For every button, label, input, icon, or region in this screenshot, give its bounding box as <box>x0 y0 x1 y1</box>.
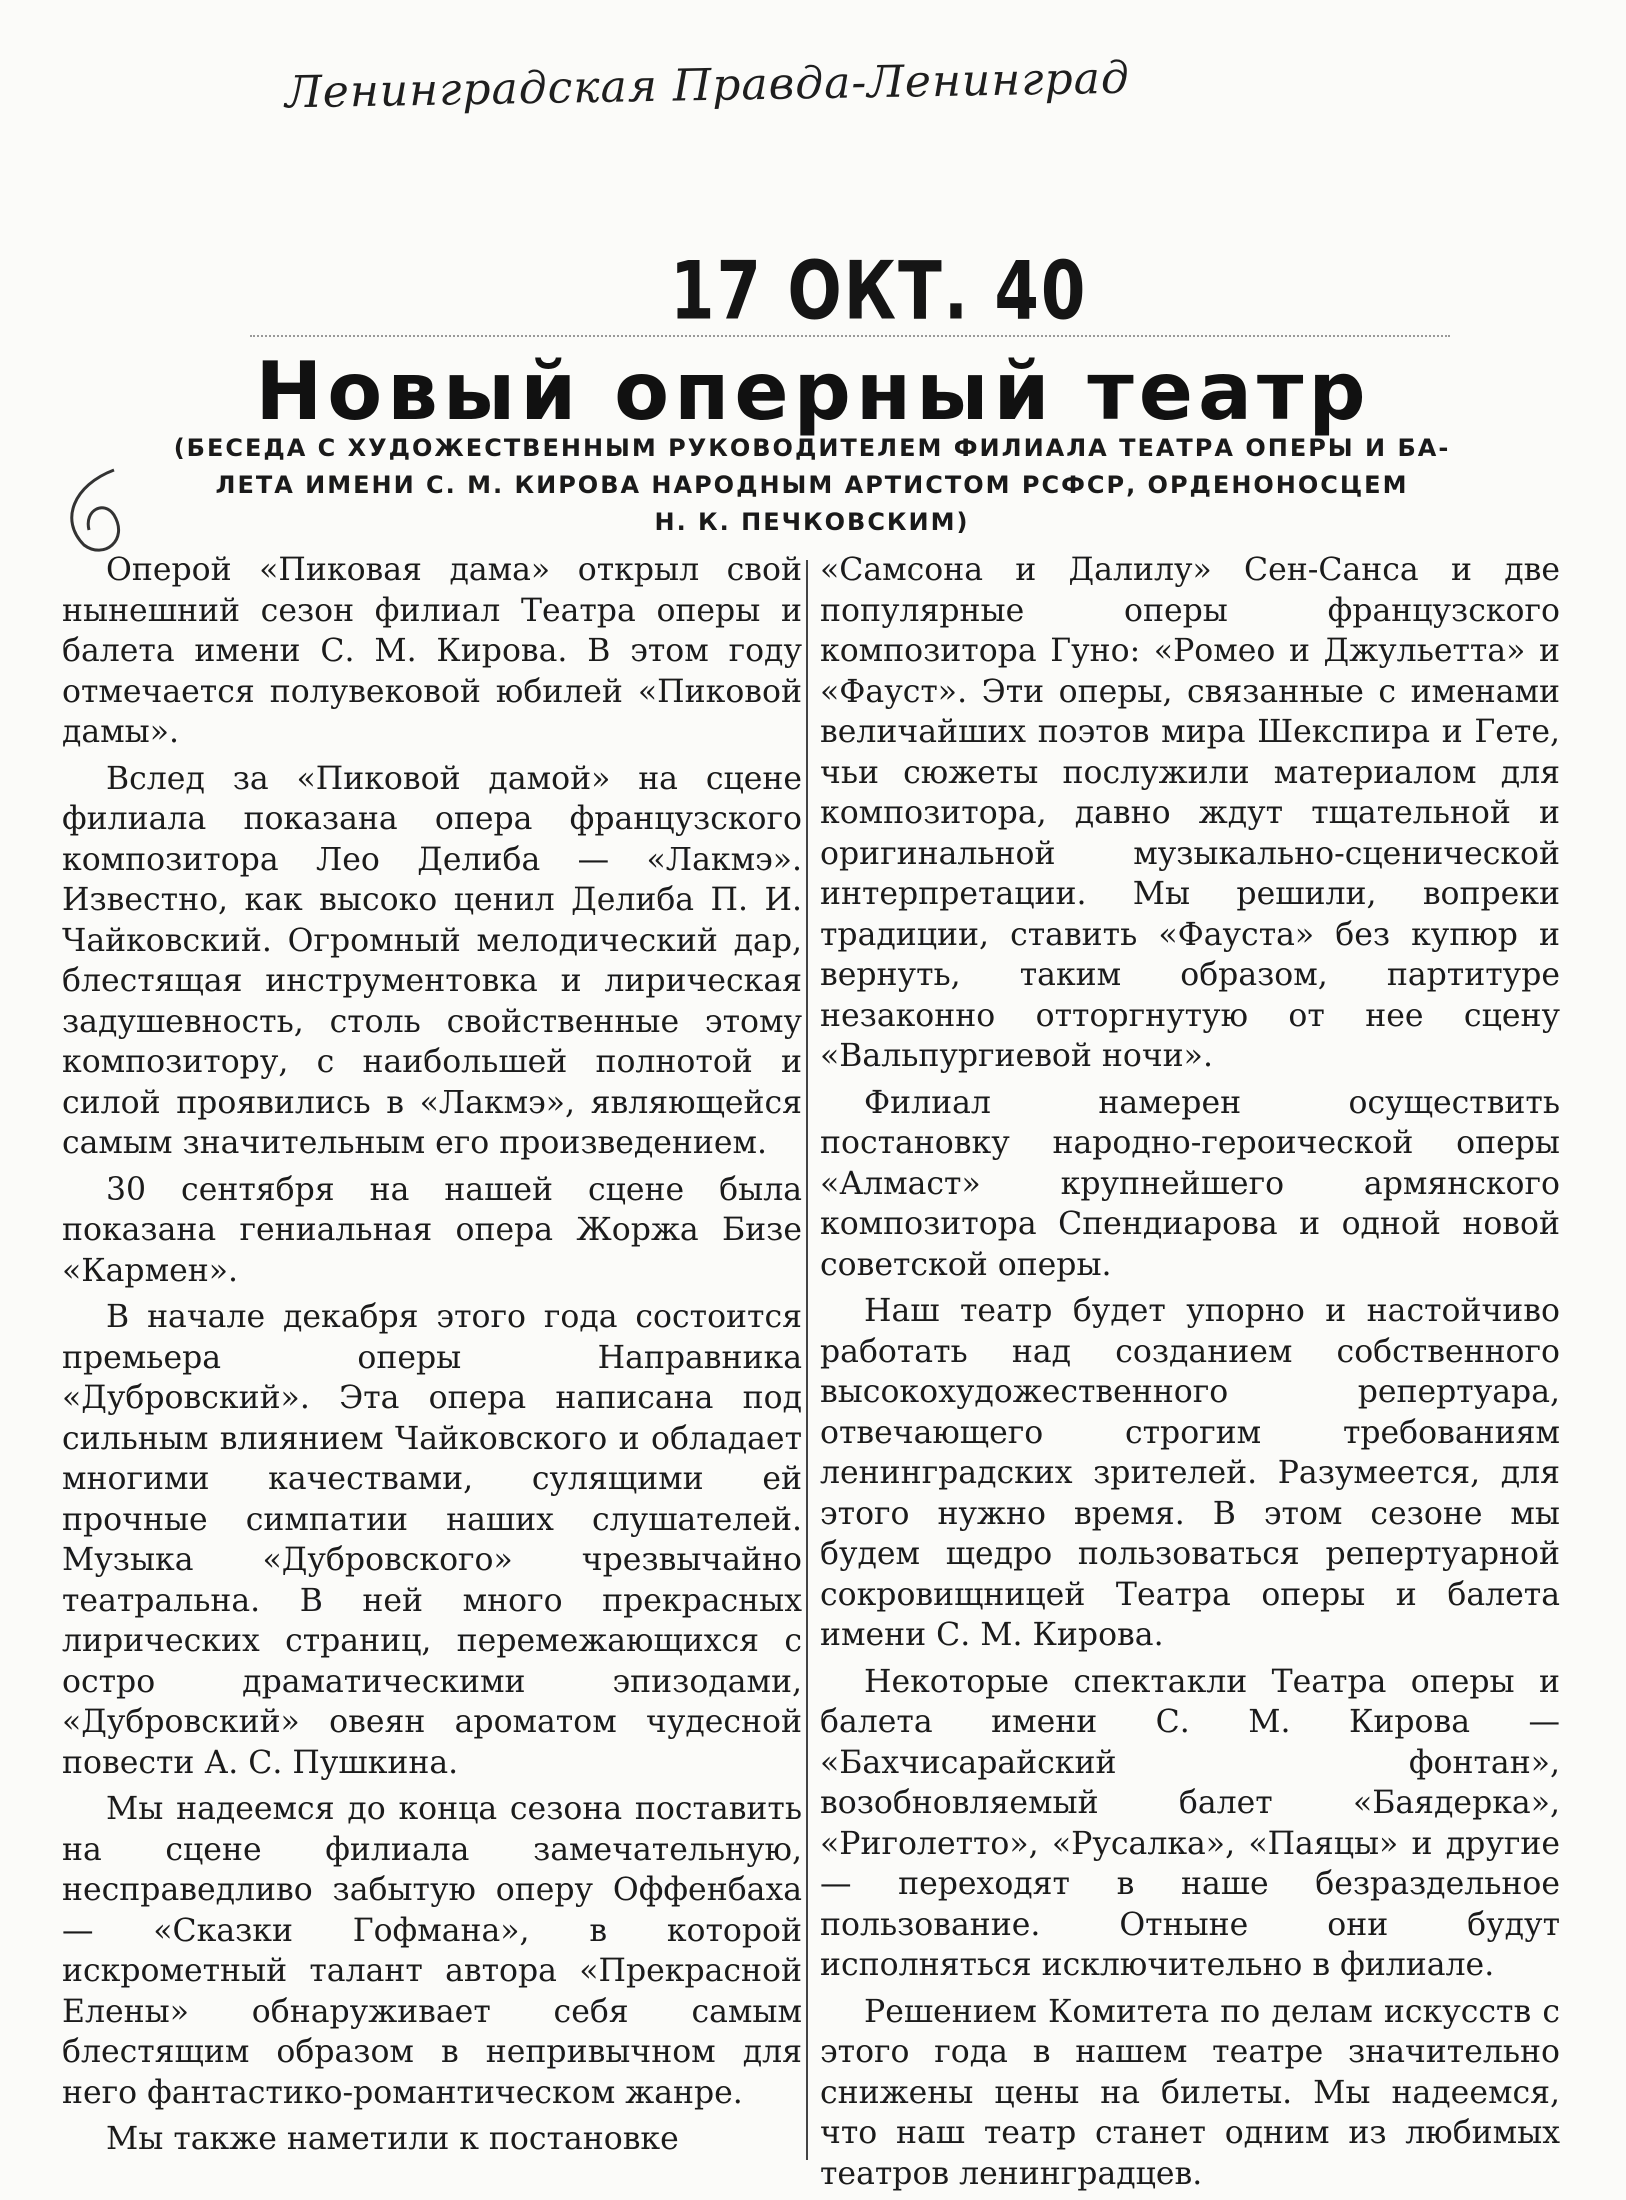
paragraph: Оперой «Пиковая дама» открыл свой нынешний сезон филиал Театра оперы и балета имени С. М. Кирова. В этом году отмечается полувековой юбилей «Пиковой дамы». <box>62 552 802 750</box>
paragraph: Мы надеемся до конца сезона поставить на сцене филиала замечательную, несправедливо забытую оперу Оффенбаха — «Сказки Гофмана», в которой искрометный талант автора «Прекрасной Елены» обнаруживает себя самым блестящим образом в непривычном для него фантастико-романтическом жанре. <box>62 1791 802 2111</box>
paragraph: Некоторые спектакли Театра оперы и балета имени С. М. Кирова — «Бахчисарайский фонтан», возобновляемый балет «Баядерка», «Риголетто», «Русалка», «Паяцы» и другие — переходят в наше безраздельное пользование. Отныне они будут исполняться исключительно в филиале. <box>820 1663 1560 1983</box>
paragraph: 30 сентября на нашей сцене была показана гениальная опера Жоржа Бизе «Кармен». <box>62 1171 802 1289</box>
right-column <box>820 550 1560 2200</box>
article-subtitle <box>62 430 1562 541</box>
left-column <box>62 550 802 2166</box>
header-rule <box>250 335 1450 337</box>
subtitle-line: (БЕСЕДА С ХУДОЖЕСТВЕННЫМ РУКОВОДИТЕЛЕМ ФИЛИАЛА ТЕАТРА ОПЕРЫ И БА- <box>173 434 1451 462</box>
paragraph: Мы также наметили к постановке <box>106 2121 679 2157</box>
paragraph: Вслед за «Пиковой дамой» на сцене филиала показана опера французского композитора Лео Делиба — «Лакмэ». Известно, как высоко ценил Делиба П. И. Чайковский. Огромный мелодический дар, блестящая инструментовка и лирическая задушевность, столь свойственные этому композитору, с наибольшей полнотой и силой проявились в «Лакмэ», являющейся самым значительным его произведением. <box>62 760 802 1161</box>
paragraph: В начале декабря этого года состоится премьера оперы Направника «Дубровский». Эта опера написана под сильным влиянием Чайковского и обладает многими качествами, сулящими ей прочные симпатии наших слушателей. Музыка «Дубровского» чрезвычайно театральна. В ней много прекрасных лирических страниц, перемежающихся с остро драматическими эпизодами, «Дубровский» овеян ароматом чудесной повести А. С. Пушкина. <box>62 1299 802 1781</box>
paragraph: Наш театр будет упорно и настойчиво работать над созданием собственного высокохудожественного репертуара, отвечающего строгим требованиям ленинградских зрителей. Разумеется, для этого нужно время. В этом сезоне мы будем щедро пользоваться репертуарной сокровищницей Театра оперы и балета имени С. М. Кирова. <box>820 1293 1560 1653</box>
date-stamp: 17 ОКТ. 40 <box>670 245 1088 339</box>
paragraph: Решением Комитета по делам искусств с этого года в нашем театре значительно снижены цены на билеты. Мы надеемся, что наш театр станет одним из любимых театров ленинградцев. <box>820 1993 1560 2192</box>
article-title: Новый оперный театр <box>255 345 1371 438</box>
column-divider <box>806 560 808 2160</box>
paragraph: Филиал намерен осуществить постановку народно-героической оперы «Алмаст» крупнейшего армянского композитора Спендиарова и одной новой советской оперы. <box>820 1084 1560 1283</box>
source-stamp: Ленинградская Правда-Ленинград <box>284 52 1131 119</box>
paragraph: «Самсона и Далилу» Сен-Санса и две популярные оперы французского композитора Гуно: «Ромео и Джульетта» и «Фауст». Эти оперы, связанные с именами величайших поэтов мира Шекспира и Гете, чьи сюжеты послужили материалом для композитора, давно ждут тщательной и оригинальной музыкально-сценической интерпретации. Мы решили, вопреки традиции, ставить «Фауста» без купюр и вернуть, таким образом, партитуре незаконно отторгнутую от нее сцену «Вальпургиевой ночи». <box>820 552 1560 1074</box>
subtitle-line: ЛЕТА ИМЕНИ С. М. КИРОВА НАРОДНЫМ АРТИСТОМ РСФСР, ОРДЕНОНОСЦЕМ <box>215 471 1409 499</box>
subtitle-line: Н. К. ПЕЧКОВСКИМ) <box>654 508 970 536</box>
